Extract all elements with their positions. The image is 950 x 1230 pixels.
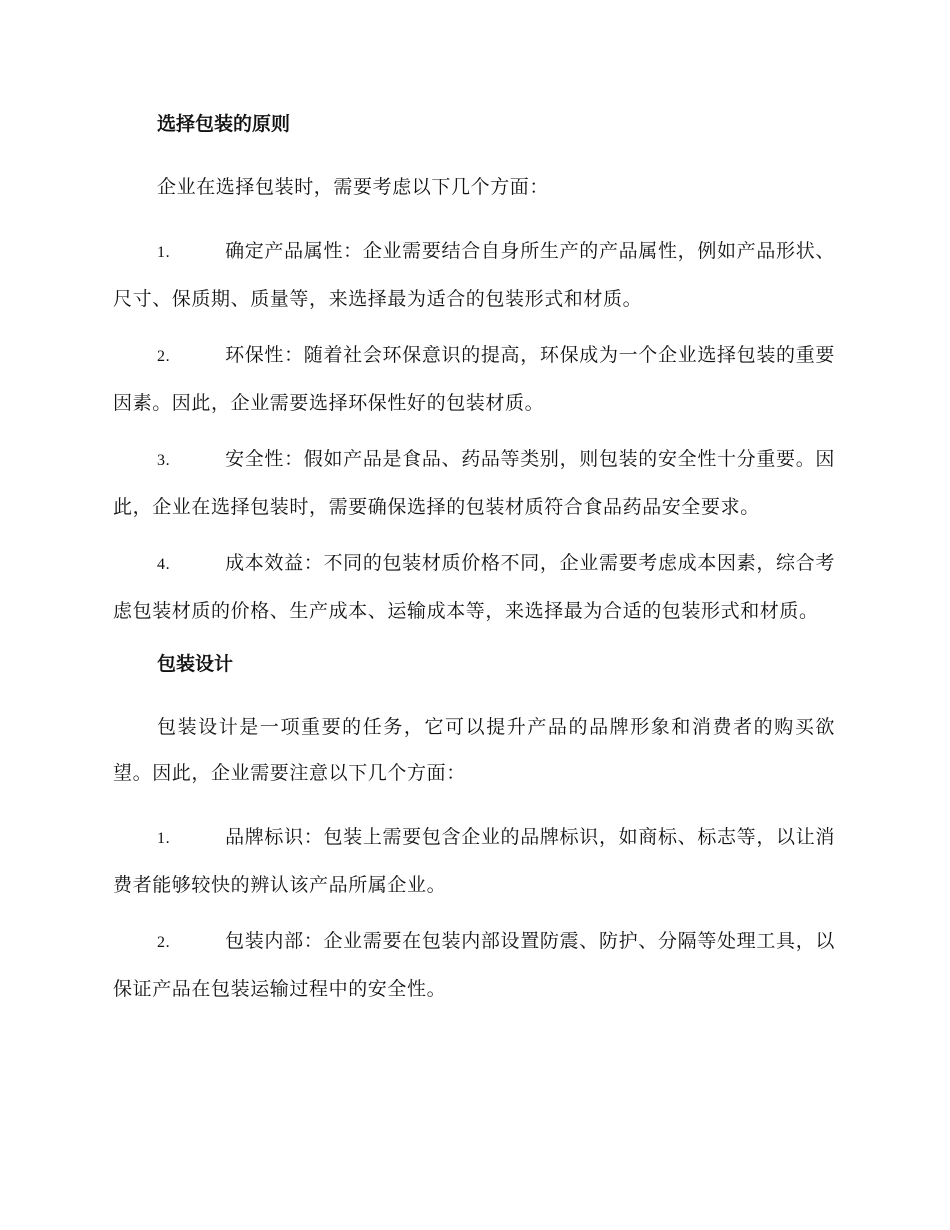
list-item	[113, 540, 835, 634]
section-heading-packaging-principles: 选择包装的原则	[157, 113, 291, 135]
list-item-text: 包装内部：企业需要在包装内部设置防震、防护、分隔等处理工具，以保证产品在包装运输过程中的安全性。	[113, 930, 835, 1000]
section-intro: 包装设计是一项重要的任务，它可以提升产品的品牌形象和消费者的购买欲望。因此，企业需要注意以下几个方面：	[113, 716, 835, 784]
document-body	[113, 108, 835, 1022]
list-item-text: 安全性：假如产品是食品、药品等类别，则包装的安全性十分重要。因此，企业在选择包装时，需要确保选择的包装材质符合食品药品安全要求。	[113, 448, 835, 518]
list-item-text: 环保性：随着社会环保意识的提高，环保成为一个企业选择包装的重要因素。因此，企业需要选择环保性好的包装材质。	[113, 344, 835, 414]
list-number: 3.	[157, 452, 171, 469]
list-number: 1.	[157, 244, 171, 261]
list-item-text: 成本效益：不同的包装材质价格不同，企业需要考虑成本因素，综合考虑包装材质的价格、生产成本、运输成本等，来选择最为合适的包装形式和材质。	[113, 552, 835, 622]
list-item	[113, 332, 835, 426]
list-number: 4.	[157, 556, 171, 573]
list-item	[113, 436, 835, 530]
section-intro: 企业在选择包装时，需要考虑以下几个方面：	[157, 176, 550, 198]
list-number: 2.	[157, 348, 171, 365]
section-heading-packaging-design: 包装设计	[157, 653, 234, 675]
list-item-text: 确定产品属性：企业需要结合自身所生产的产品属性，例如产品形状、尺寸、保质期、质量等，来选择最为适合的包装形式和材质。	[113, 240, 835, 310]
list-item	[113, 228, 835, 322]
list-item	[113, 814, 835, 908]
list-number: 1.	[157, 830, 171, 847]
list-item	[113, 918, 835, 1012]
list-item-text: 品牌标识：包装上需要包含企业的品牌标识，如商标、标志等，以让消费者能够较快的辨认该产品所属企业。	[113, 826, 835, 896]
list-number: 2.	[157, 934, 171, 951]
